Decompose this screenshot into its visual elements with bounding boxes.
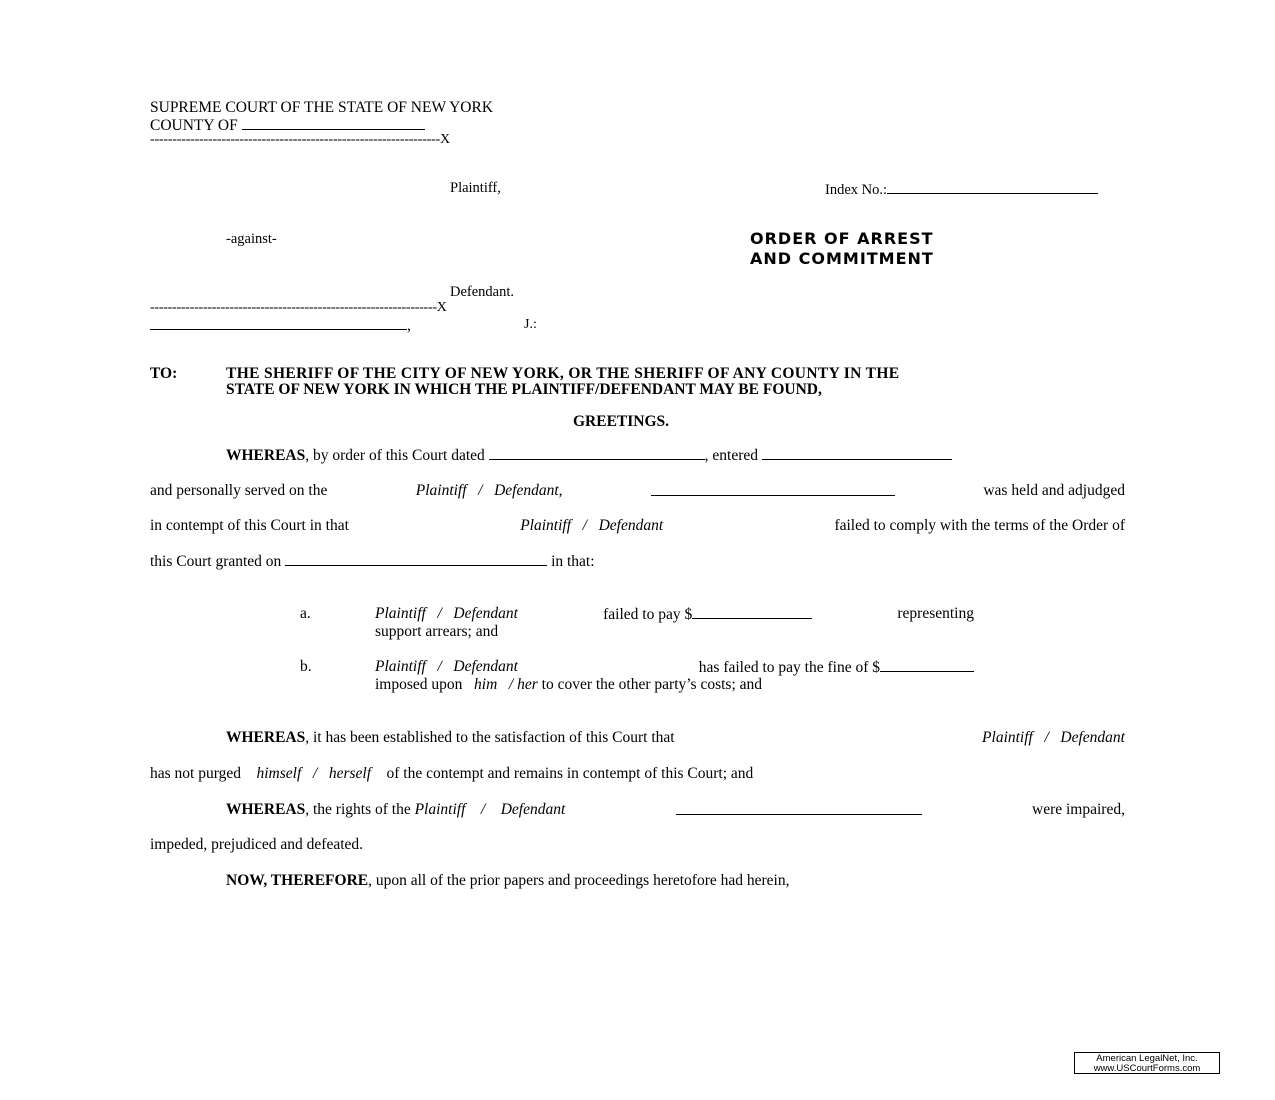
judge-comma: , xyxy=(407,317,411,334)
para-text: was held and adjudged xyxy=(983,482,1125,499)
plaintiff-option[interactable]: Plaintiff xyxy=(982,729,1033,746)
defendant-option[interactable]: Defendant xyxy=(598,517,664,534)
defendant-label: Defendant. xyxy=(450,284,515,300)
arrears-amount-blank[interactable] xyxy=(692,605,812,619)
item-a-line-1 xyxy=(375,605,974,624)
order-date-blank[interactable] xyxy=(489,446,705,460)
to-label: TO: xyxy=(150,365,178,382)
index-number xyxy=(825,180,1098,199)
para-text: to cover the other party’s costs; and xyxy=(541,676,763,693)
judge-line xyxy=(150,316,411,335)
para-text: and personally served on the xyxy=(150,482,328,499)
served-party-blank[interactable] xyxy=(651,482,895,496)
party-choice xyxy=(375,605,518,624)
entered-blank[interactable] xyxy=(762,446,952,460)
para-2-row xyxy=(226,729,1125,747)
item-b-line-1 xyxy=(375,658,974,677)
index-number-blank[interactable] xyxy=(887,180,1098,194)
publisher-name: American LegalNet, Inc. xyxy=(1096,1053,1198,1064)
party-choice xyxy=(375,658,518,677)
slash: / xyxy=(437,605,442,622)
addressee-line-1: THE SHERIFF OF THE CITY OF NEW YORK, OR THE SHERIFF OF ANY COUNTY IN THE xyxy=(226,365,900,382)
defendant-option[interactable]: Defendant xyxy=(1060,729,1125,746)
defendant-option[interactable]: Defendant xyxy=(453,658,518,675)
slash: / xyxy=(508,676,514,693)
para-2-lead xyxy=(226,729,675,747)
addressee-line-2: STATE OF NEW YORK IN WHICH THE PLAINTIFF/DEFENDANT MAY BE FOUND, xyxy=(226,381,822,398)
party-choice xyxy=(982,729,1125,747)
fine-amount-blank[interactable] xyxy=(880,658,974,672)
para-text: , the rights of the xyxy=(305,801,411,818)
plaintiff-option[interactable]: Plaintiff xyxy=(414,801,466,818)
document-title-line-2: AND COMMITMENT xyxy=(750,249,934,268)
judge-name-blank[interactable] xyxy=(150,316,407,330)
para-text: has failed to pay the fine of $ xyxy=(698,659,880,676)
caption-divider-bottom: -----------------------------------------------------------------X xyxy=(150,300,447,315)
herself-option[interactable]: herself xyxy=(328,765,372,782)
slash: / xyxy=(478,482,483,499)
greetings: GREETINGS. xyxy=(573,413,670,430)
para-text: this Court granted on xyxy=(150,553,282,570)
now-therefore-keyword: NOW, THEREFORE xyxy=(226,872,369,889)
para-text: in contempt of this Court in that xyxy=(150,517,349,534)
county-label: COUNTY OF xyxy=(150,117,238,134)
whereas-para-1-line-2 xyxy=(150,482,1125,500)
defendant-option[interactable]: Defendant xyxy=(453,605,518,622)
whereas-para-2-line-1 xyxy=(226,729,1125,747)
item-a-letter: a. xyxy=(300,605,311,622)
publisher-url[interactable]: www.USCourtForms.com xyxy=(1093,1063,1201,1074)
item-b-letter: b. xyxy=(300,658,312,675)
court-name: SUPREME COURT OF THE STATE OF NEW YORK xyxy=(150,99,494,116)
plaintiff-option[interactable]: Plaintiff xyxy=(375,605,426,622)
whereas-para-1-line-4 xyxy=(150,552,595,571)
para-text: in that: xyxy=(551,553,595,570)
item-b-line-2 xyxy=(375,676,762,694)
him-option[interactable]: him xyxy=(474,676,498,693)
whereas-keyword: WHEREAS xyxy=(226,447,306,464)
publisher-stamp[interactable] xyxy=(1074,1052,1220,1074)
slash: / xyxy=(312,765,318,782)
index-label: Index No.: xyxy=(825,182,888,198)
himself-option[interactable]: himself xyxy=(256,765,302,782)
para-text: , by order of this Court dated xyxy=(305,447,485,464)
plaintiff-option[interactable]: Plaintiff xyxy=(520,517,572,534)
whereas-para-3-line-1 xyxy=(226,801,1125,819)
item-a-amount xyxy=(603,605,812,624)
para-text: representing xyxy=(897,605,974,622)
defendant-option[interactable]: Defendant xyxy=(500,801,566,818)
whereas-para-1-line-3 xyxy=(150,517,1125,535)
document-title-line-1: ORDER OF ARREST xyxy=(750,229,934,248)
para-text: of the contempt and remains in contempt of this Court; and xyxy=(386,765,754,782)
whereas-keyword: WHEREAS xyxy=(226,729,306,746)
para-text: , upon all of the prior papers and proceedings heretofore had herein, xyxy=(368,872,790,889)
plaintiff-option[interactable]: Plaintiff xyxy=(375,658,426,675)
defendant-option[interactable]: Defendant, xyxy=(494,482,563,499)
item-b-row xyxy=(375,658,974,677)
rights-party-blank[interactable] xyxy=(676,801,922,815)
against-label: -against- xyxy=(226,231,277,247)
item-a-row xyxy=(375,605,974,624)
slash: / xyxy=(480,801,486,818)
para-text: failed to pay $ xyxy=(603,606,693,623)
party-choice xyxy=(520,517,663,535)
plaintiff-label: Plaintiff, xyxy=(450,180,501,196)
slash: / xyxy=(582,517,587,534)
slash: / xyxy=(437,658,442,675)
para-3-row xyxy=(226,801,1125,819)
item-b-amount xyxy=(699,658,974,677)
whereas-para-2-line-2 xyxy=(150,765,753,783)
now-therefore-para xyxy=(226,872,789,890)
slash: / xyxy=(1044,729,1049,746)
item-a-line-2: support arrears; and xyxy=(375,623,499,640)
whereas-para-1-line-1 xyxy=(226,446,952,465)
whereas-keyword: WHEREAS xyxy=(226,801,306,818)
judge-label: J.: xyxy=(524,317,537,332)
caption-divider-top: -----------------------------------------------------------------X xyxy=(150,132,450,147)
para-text: , entered xyxy=(704,447,758,464)
plaintiff-option[interactable]: Plaintiff xyxy=(415,482,467,499)
granted-on-blank[interactable] xyxy=(285,552,547,566)
party-choice xyxy=(416,482,563,500)
para-text: , it has been established to the satisfaction of this Court that xyxy=(305,729,675,746)
para-text: has not purged xyxy=(150,765,241,782)
para-3-lead xyxy=(226,801,565,819)
her-option[interactable]: her xyxy=(517,676,538,693)
whereas-para-3-line-2: impeded, prejudiced and defeated. xyxy=(150,836,364,853)
para-text: were impaired, xyxy=(1032,801,1125,818)
para-text: imposed upon xyxy=(375,676,463,693)
county-blank[interactable] xyxy=(242,116,425,130)
para-text: failed to comply with the terms of the Order of xyxy=(834,517,1125,534)
